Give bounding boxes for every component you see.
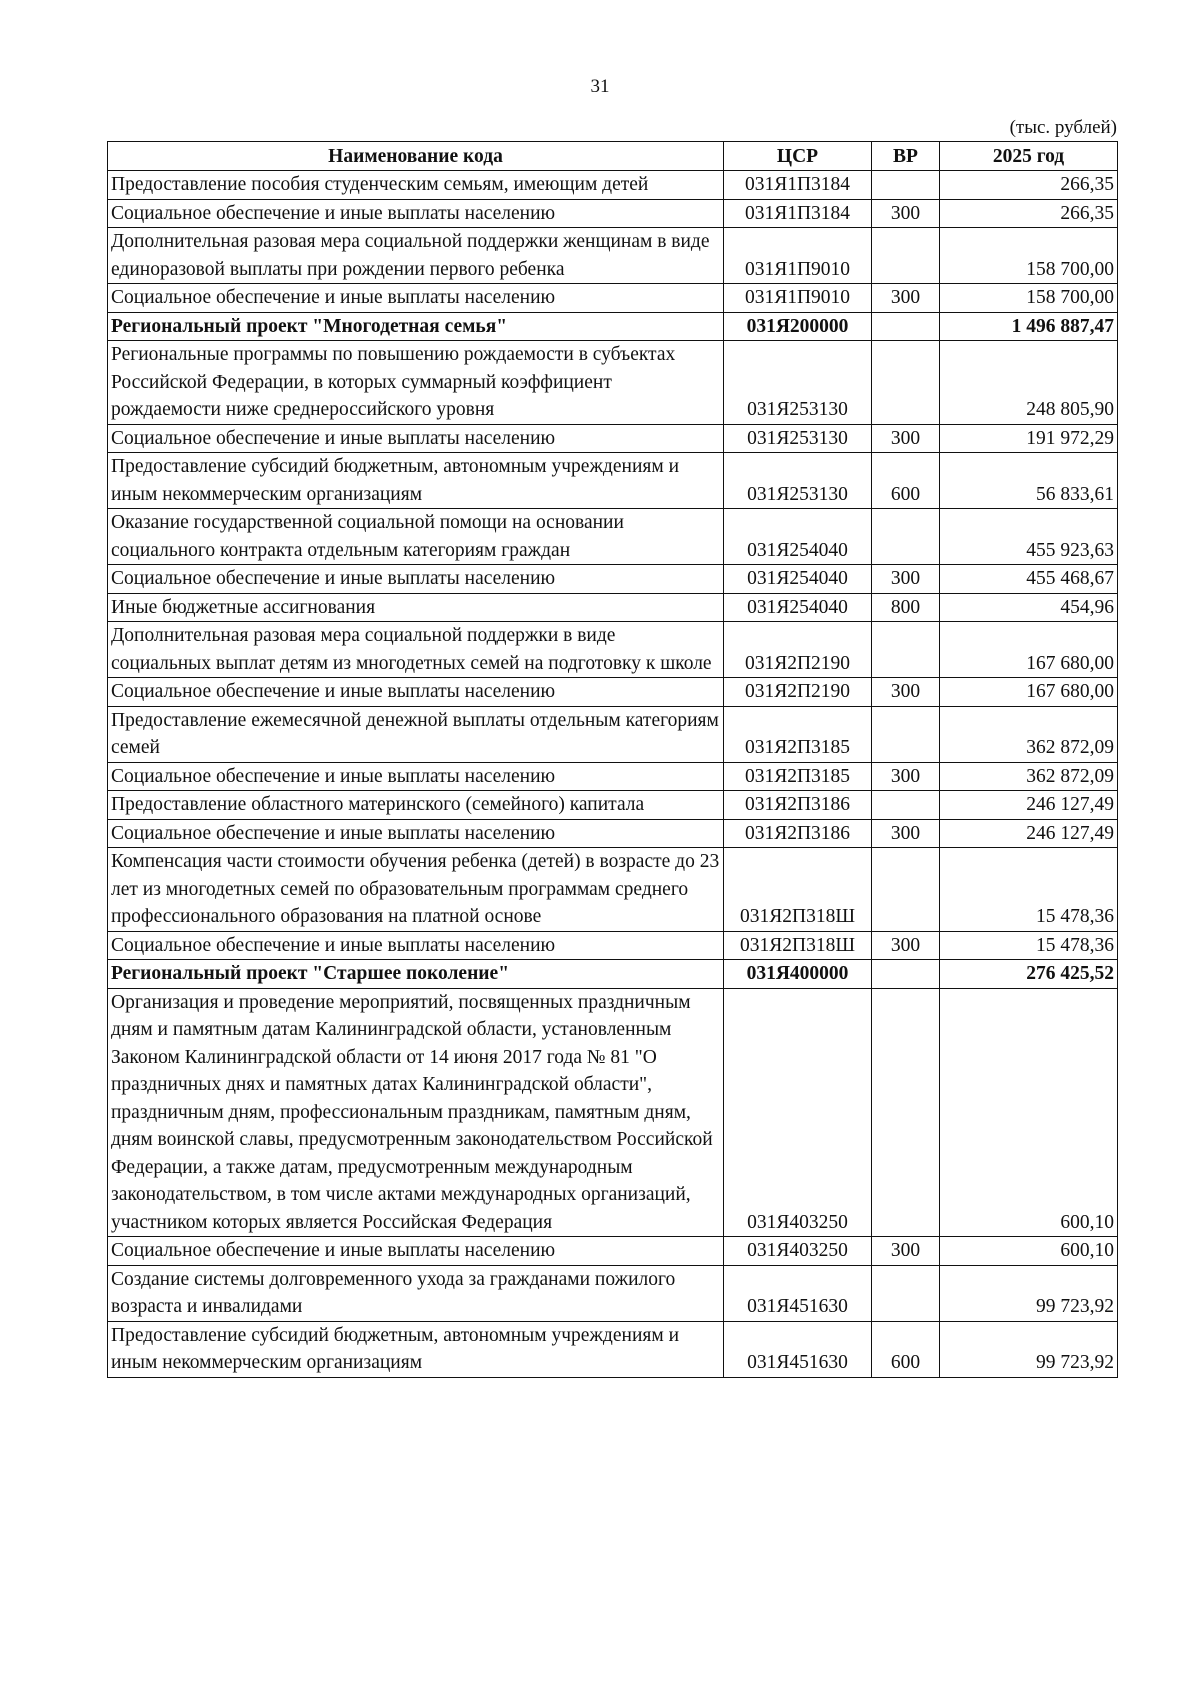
cell-csr: 031Я2П3186 [724, 819, 872, 848]
cell-value: 600,10 [940, 1237, 1118, 1266]
cell-csr: 031Я254040 [724, 565, 872, 594]
cell-value: 246 127,49 [940, 819, 1118, 848]
cell-name: Предоставление пособия студенческим семьям, имеющим детей [108, 171, 724, 200]
table-row [108, 593, 1118, 622]
cell-name: Предоставление ежемесячной денежной выплаты отдельным категориям семей [108, 706, 724, 762]
table-row [108, 1265, 1118, 1321]
table-row [108, 453, 1118, 509]
cell-value: 99 723,92 [940, 1321, 1118, 1377]
cell-vr: 300 [872, 1237, 940, 1266]
cell-csr: 031Я1П9010 [724, 284, 872, 313]
cell-value: 99 723,92 [940, 1265, 1118, 1321]
table-row [108, 988, 1118, 1237]
table-row [108, 960, 1118, 989]
cell-value: 191 972,29 [940, 424, 1118, 453]
cell-csr: 031Я2П318Ш [724, 848, 872, 932]
cell-vr [872, 706, 940, 762]
table-row [108, 171, 1118, 200]
cell-vr [872, 960, 940, 989]
cell-name: Социальное обеспечение и иные выплаты населению [108, 565, 724, 594]
cell-csr: 031Я451630 [724, 1265, 872, 1321]
table-row [108, 341, 1118, 425]
table-row [108, 424, 1118, 453]
cell-vr: 300 [872, 565, 940, 594]
cell-value: 276 425,52 [940, 960, 1118, 989]
cell-csr: 031Я451630 [724, 1321, 872, 1377]
column-header-name: Наименование кода [108, 142, 724, 171]
cell-vr: 300 [872, 931, 940, 960]
cell-vr [872, 848, 940, 932]
cell-name: Социальное обеспечение и иные выплаты населению [108, 762, 724, 791]
cell-vr: 300 [872, 424, 940, 453]
cell-csr: 031Я403250 [724, 1237, 872, 1266]
cell-vr [872, 791, 940, 820]
cell-value: 167 680,00 [940, 678, 1118, 707]
cell-csr: 031Я253130 [724, 424, 872, 453]
cell-csr: 031Я2П318Ш [724, 931, 872, 960]
cell-value: 167 680,00 [940, 622, 1118, 678]
cell-vr: 300 [872, 284, 940, 313]
table-row [108, 819, 1118, 848]
cell-vr: 600 [872, 1321, 940, 1377]
cell-csr: 031Я254040 [724, 593, 872, 622]
table-row [108, 848, 1118, 932]
cell-csr: 031Я253130 [724, 453, 872, 509]
page-number: 31 [590, 76, 610, 97]
cell-csr: 031Я2П2190 [724, 622, 872, 678]
column-header-csr: ЦСР [724, 142, 872, 171]
cell-value: 454,96 [940, 593, 1118, 622]
cell-csr: 031Я1П3184 [724, 171, 872, 200]
units-label: (тыс. рублей) [1009, 117, 1117, 138]
cell-value: 15 478,36 [940, 848, 1118, 932]
cell-value: 600,10 [940, 988, 1118, 1237]
cell-name: Иные бюджетные ассигнования [108, 593, 724, 622]
cell-name: Социальное обеспечение и иные выплаты населению [108, 931, 724, 960]
cell-value: 158 700,00 [940, 284, 1118, 313]
table-row [108, 762, 1118, 791]
cell-vr: 300 [872, 678, 940, 707]
cell-vr [872, 312, 940, 341]
cell-vr [872, 171, 940, 200]
cell-name: Компенсация части стоимости обучения ребенка (детей) в возрасте до 23 лет из многодетных семей по образовательным программам среднего профессионального образования на платной основе [108, 848, 724, 932]
cell-name: Социальное обеспечение и иные выплаты населению [108, 819, 724, 848]
cell-name: Предоставление субсидий бюджетным, автономным учреждениям и иным некоммерческим организациям [108, 1321, 724, 1377]
cell-name: Социальное обеспечение и иные выплаты населению [108, 1237, 724, 1266]
cell-csr: 031Я400000 [724, 960, 872, 989]
cell-value: 455 468,67 [940, 565, 1118, 594]
cell-name: Предоставление областного материнского (семейного) капитала [108, 791, 724, 820]
cell-vr: 300 [872, 762, 940, 791]
cell-vr: 300 [872, 199, 940, 228]
cell-name: Социальное обеспечение и иные выплаты населению [108, 284, 724, 313]
cell-name: Региональные программы по повышению рождаемости в субъектах Российской Федерации, в которых суммарный коэффициент рождаемости ниже среднероссийского уровня [108, 341, 724, 425]
cell-csr: 031Я2П3186 [724, 791, 872, 820]
table-row [108, 1237, 1118, 1266]
table-row [108, 509, 1118, 565]
cell-csr: 031Я254040 [724, 509, 872, 565]
table-row [108, 312, 1118, 341]
cell-value: 248 805,90 [940, 341, 1118, 425]
cell-name: Создание системы долговременного ухода за гражданами пожилого возраста и инвалидами [108, 1265, 724, 1321]
table-row [108, 706, 1118, 762]
cell-name: Оказание государственной социальной помощи на основании социального контракта отдельным категориям граждан [108, 509, 724, 565]
cell-value: 266,35 [940, 171, 1118, 200]
cell-csr: 031Я200000 [724, 312, 872, 341]
cell-value: 56 833,61 [940, 453, 1118, 509]
table-row [108, 1321, 1118, 1377]
cell-csr: 031Я2П2190 [724, 678, 872, 707]
cell-value: 455 923,63 [940, 509, 1118, 565]
cell-name: Предоставление субсидий бюджетным, автономным учреждениям и иным некоммерческим организациям [108, 453, 724, 509]
cell-vr: 800 [872, 593, 940, 622]
table-row [108, 622, 1118, 678]
cell-csr: 031Я1П9010 [724, 228, 872, 284]
cell-name: Дополнительная разовая мера социальной поддержки женщинам в виде единоразовой выплаты при рождении первого ребенка [108, 228, 724, 284]
cell-vr [872, 509, 940, 565]
table-row [108, 678, 1118, 707]
cell-vr [872, 1265, 940, 1321]
cell-value: 362 872,09 [940, 706, 1118, 762]
table-row [108, 791, 1118, 820]
cell-vr: 600 [872, 453, 940, 509]
cell-vr: 300 [872, 819, 940, 848]
table-row [108, 284, 1118, 313]
cell-csr: 031Я253130 [724, 341, 872, 425]
cell-value: 158 700,00 [940, 228, 1118, 284]
cell-value: 246 127,49 [940, 791, 1118, 820]
cell-name: Социальное обеспечение и иные выплаты населению [108, 199, 724, 228]
column-header-year: 2025 год [940, 142, 1118, 171]
cell-vr [872, 988, 940, 1237]
cell-name: Региональный проект "Старшее поколение" [108, 960, 724, 989]
cell-csr: 031Я403250 [724, 988, 872, 1237]
table-row [108, 199, 1118, 228]
cell-name: Региональный проект "Многодетная семья" [108, 312, 724, 341]
column-header-vr: ВР [872, 142, 940, 171]
cell-value: 362 872,09 [940, 762, 1118, 791]
cell-csr: 031Я2П3185 [724, 762, 872, 791]
table-header-row [108, 142, 1118, 171]
cell-vr [872, 622, 940, 678]
cell-name: Социальное обеспечение и иные выплаты населению [108, 424, 724, 453]
table-row [108, 931, 1118, 960]
cell-vr [872, 228, 940, 284]
table-body [108, 171, 1118, 1378]
cell-vr [872, 341, 940, 425]
cell-value: 266,35 [940, 199, 1118, 228]
cell-value: 1 496 887,47 [940, 312, 1118, 341]
cell-name: Социальное обеспечение и иные выплаты населению [108, 678, 724, 707]
cell-value: 15 478,36 [940, 931, 1118, 960]
cell-name: Дополнительная разовая мера социальной поддержки в виде социальных выплат детям из многодетных семей на подготовку к школе [108, 622, 724, 678]
table-row [108, 565, 1118, 594]
table-row [108, 228, 1118, 284]
cell-csr: 031Я2П3185 [724, 706, 872, 762]
budget-table [107, 141, 1118, 1378]
cell-name: Организация и проведение мероприятий, посвященных праздничным дням и памятным датам Калининградской области, установленным Законом Калининградской области от 14 июня 2017 года № 81 "О праздничных днях и памятных датах Калининградской области", праздничным дням, профессиональным праздникам, памятным дням, дням воинской славы, предусмотренным законодательством Российской Федерации, а также датам, предусмотренным международным законодательством, в том числе актами международных организаций, участником которых является Российская Федерация [108, 988, 724, 1237]
cell-csr: 031Я1П3184 [724, 199, 872, 228]
